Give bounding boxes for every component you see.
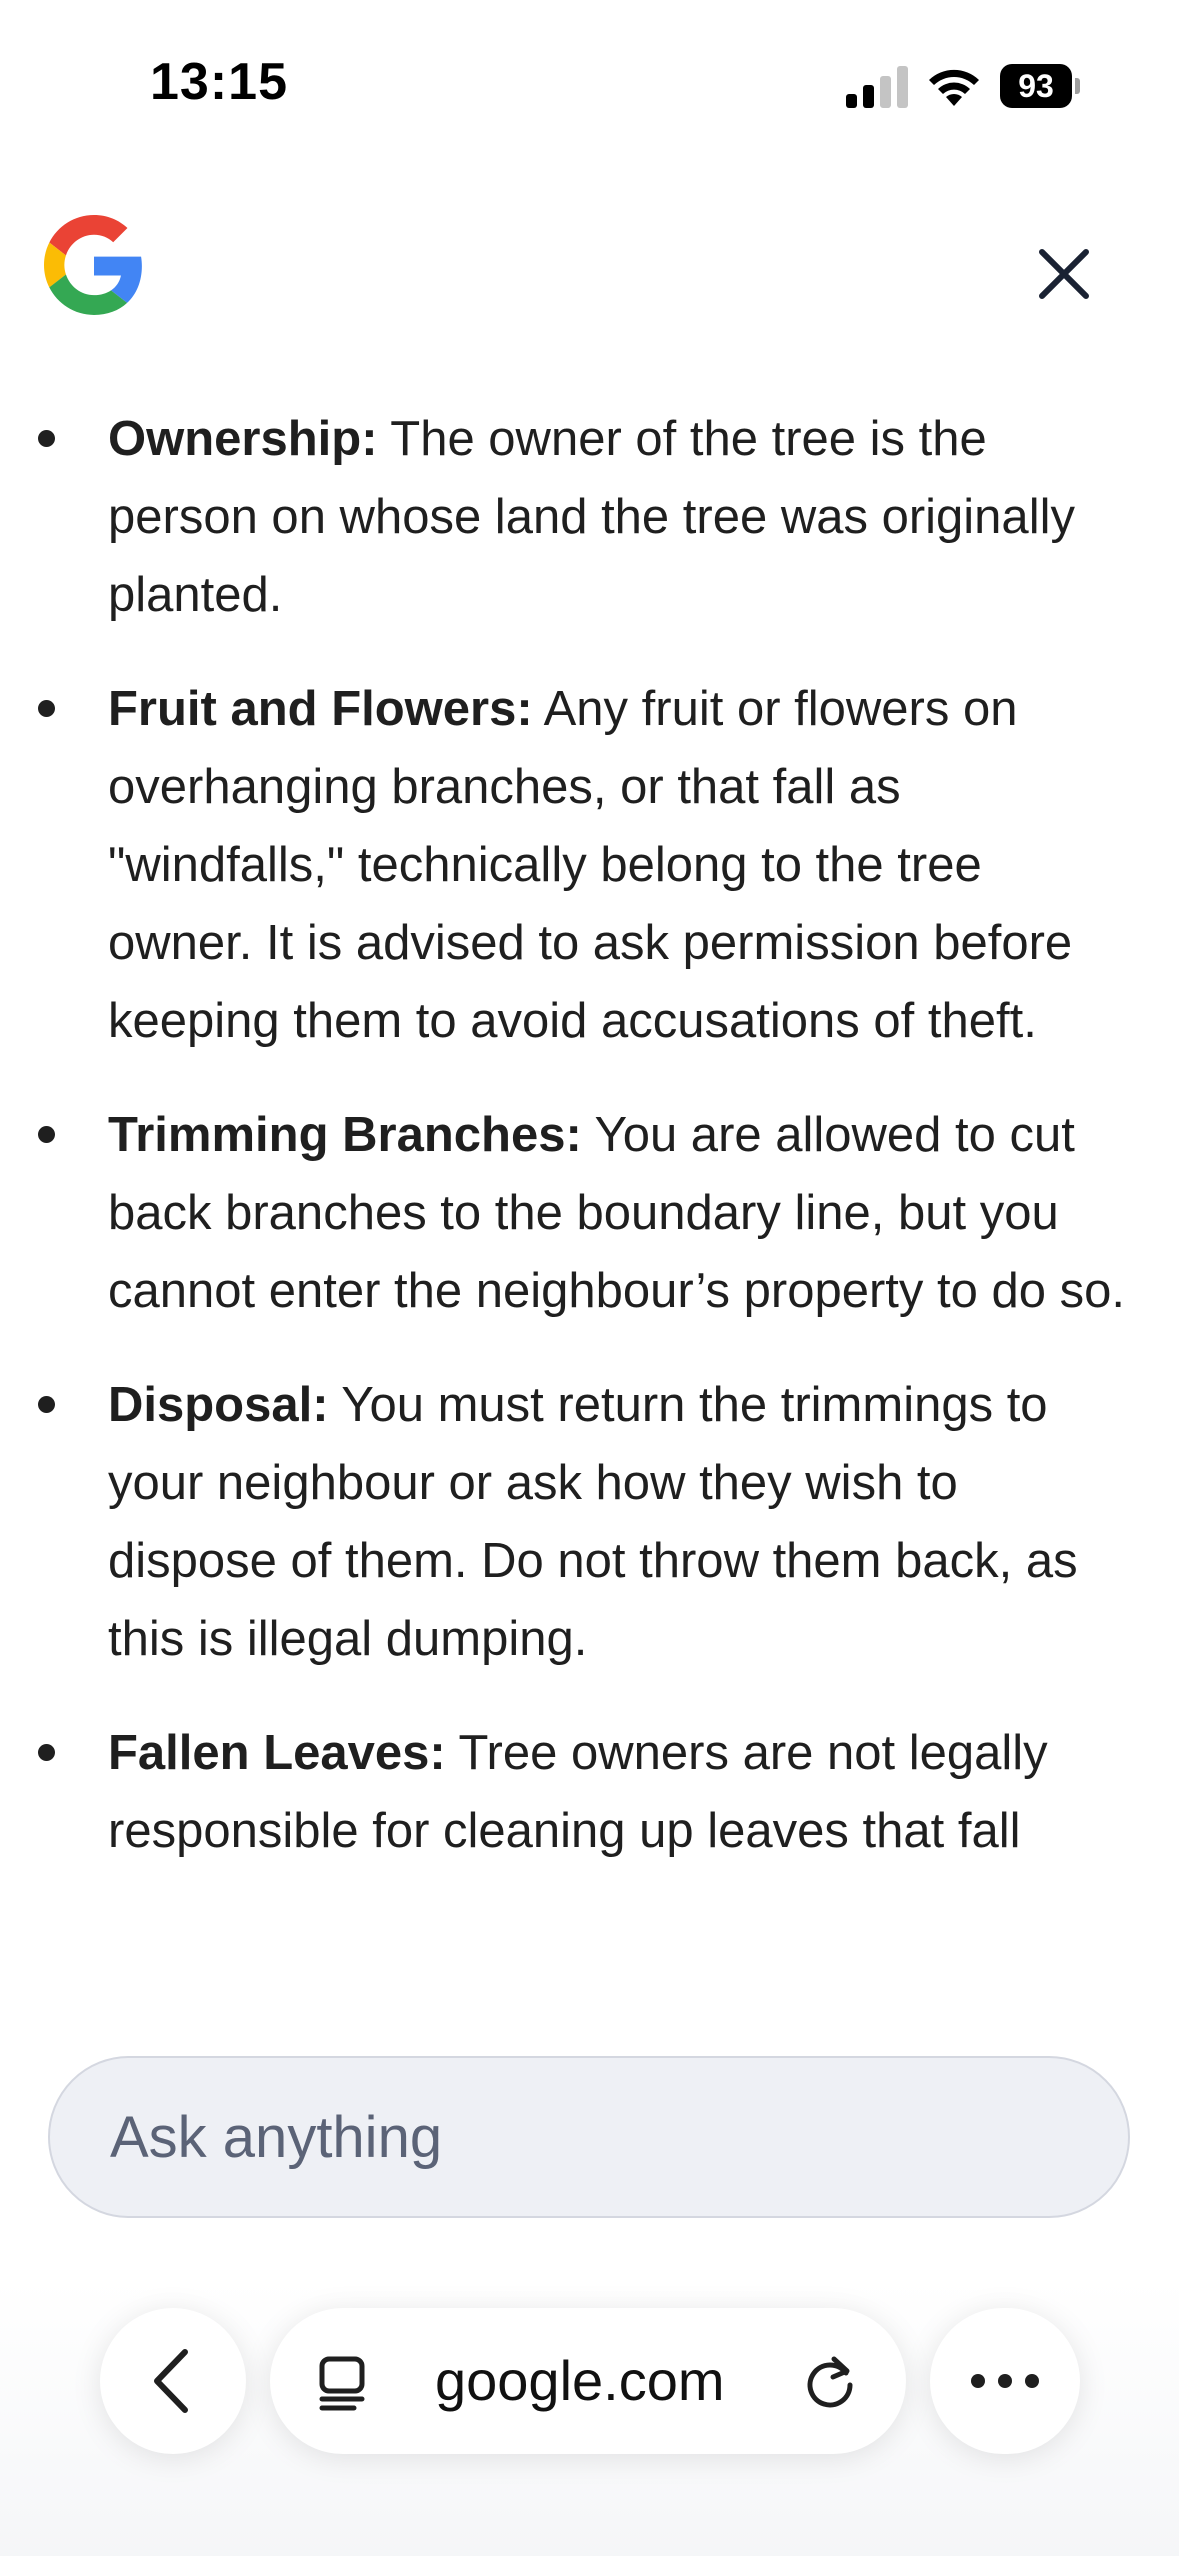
tabs-icon [312,2353,372,2413]
battery-indicator [1000,64,1080,108]
wifi-icon [925,64,983,108]
url-bar[interactable] [270,2308,906,2454]
item-text: Tree owners are not legally responsible for cleaning up leaves that fall [108,1726,1048,1858]
item-term: Trimming Branches: [108,1108,582,1162]
bullet-dot [38,1396,55,1413]
list-item [108,400,1136,634]
url-text: google.com [435,2349,725,2412]
bullet-dot [38,1744,55,1761]
list-item [108,670,1136,1060]
bullet-dot [38,700,55,717]
battery-cap [1075,78,1080,94]
close-button[interactable] [1020,230,1108,318]
item-term: Ownership: [108,412,378,466]
reload-icon[interactable] [800,2353,860,2413]
item-term: Fruit and Flowers: [108,682,533,736]
bullet-dot [38,430,55,447]
ask-input[interactable] [48,2056,1130,2218]
list-item [108,1096,1136,1330]
bullet-list [0,400,1179,1870]
item-text: Any fruit or flowers on overhanging branches, or that fall as "windfalls," technically belong to the tree owner. It is advised to ask permission before keeping them to avoid accusations of theft. [108,682,1073,1048]
status-bar [0,0,1179,170]
list-item [108,1714,1136,1870]
more-horizontal-icon [970,2371,1040,2391]
item-text: The owner of the tree is the person on whose land the tree was originally planted. [108,412,1075,622]
google-g-icon[interactable] [44,215,144,315]
more-button[interactable] [930,2308,1080,2454]
item-term: Fallen Leaves: [108,1726,446,1780]
list-item [108,1366,1136,1678]
answer-content [0,400,1179,2020]
cellular-signal-icon [846,66,908,108]
status-time: 13:15 [150,53,288,111]
item-term: Disposal: [108,1378,329,1432]
close-icon [1036,246,1092,302]
item-text: You must return the trimmings to your neighbour or ask how they wish to dispose of them. Do not throw them back, as this is illegal dumping. [108,1378,1078,1666]
back-button[interactable] [100,2308,246,2454]
item-text: You are allowed to cut back branches to the boundary line, but you cannot enter the neighbour’s property to do so. [108,1108,1125,1318]
battery-level: 93 [1000,64,1072,108]
chevron-left-icon [143,2346,203,2416]
bullet-dot [38,1126,55,1143]
